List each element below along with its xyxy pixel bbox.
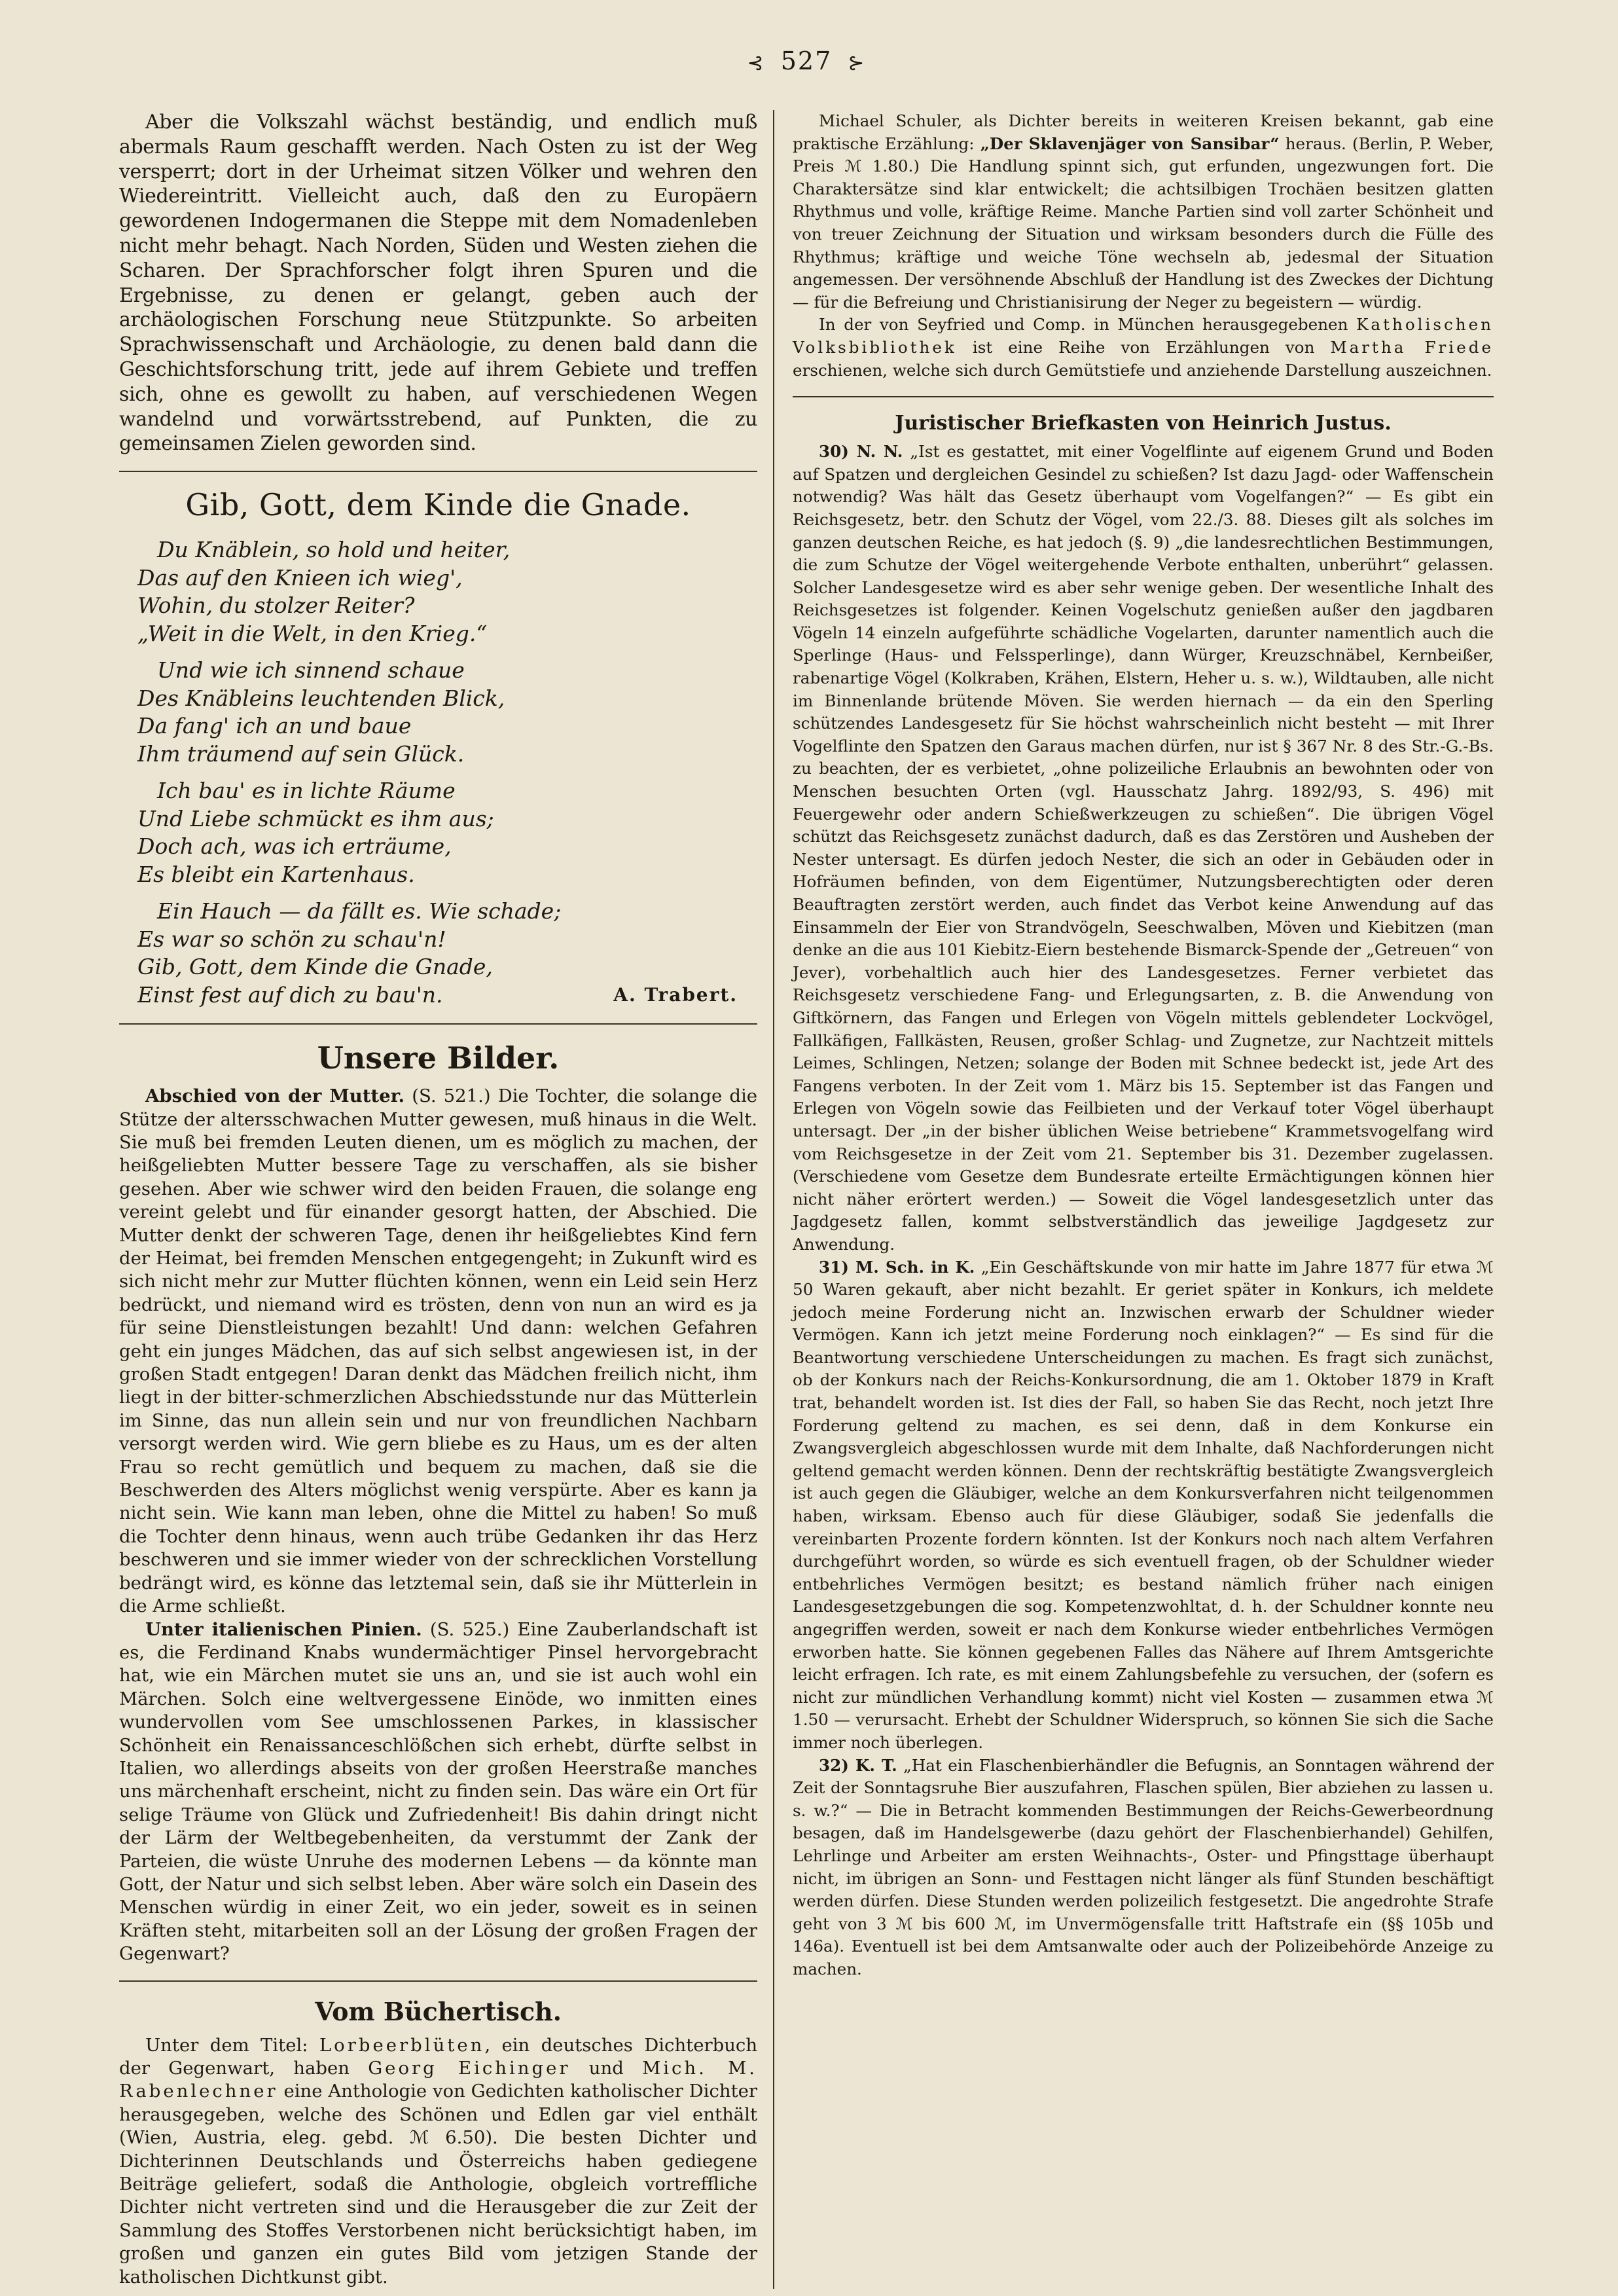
poem-line: Des Knäbleins leuchtenden Blick, — [137, 685, 505, 711]
question-32 — [793, 1755, 1494, 1981]
question-text: „Ein Geschäftskunde von mir hatte im Jahre 1877 für etwa ℳ 50 Waren gekauft, aber nicht bezahlt. Er geriet später in Konkurs, ich meldete jedoch meine Forderung nicht an. Inzwischen erwarb der Schuldner wieder Vermögen. Kann ich jetzt meine Forderung noch einklagen?“ — Es sind für die Beantwortung verschiedene Unterscheidungen zu machen. Es fragt sich zunächst, ob der Konkurs nach der Reichs-Konkursordnung, die am 1. Oktober 1879 in Kraft trat, behandelt worden ist. Ist dies der Fall, so haben Sie das Recht, noch jetzt Ihre Forderung geltend zu machen, es sei denn, daß in dem Konkurse ein Zwangsvergleich abgeschlossen wurde mit dem Inhalte, daß Nachforderungen nicht geltend gemacht werden können. Denn der rechtskräftig bestätigte Zwangsvergleich ist auch gegen die Gläubiger, welche an dem Konkursverfahren nicht teilgenommen haben, wirksam. Ebenso auch für diese Gläubiger, sodaß Sie jedenfalls die vereinbarten Prozente fordern könnten. Ist der Konkurs noch nach altem Verfahren durchgeführt worden, so würde es sich eventuell fragen, ob der Schuldner wieder entbehrliches Vermögen besitzt; es bestand nämlich früher nach einigen Landesgesetzgebungen die sog. Kompetenzwohltat, d. h. der Schuldner konnte neu angegriffen werden, soweit er nach dem Konkurse wieder entbehrliches Vermögen erworben hatte. Sie können gegebenen Falles das Nähere auf Ihrem Amtsgerichte leicht erfragen. Ich rate, es mit einem Zahlungsbefehle zu versuchen, der (sofern es nicht zur mündlichen Verhandlung kommt) nicht viel Kosten — zusammen etwa ℳ 1.50 — verursacht. Erhebt der Schuldner Widerspruch, so können Sie sich die Sache immer noch überlegen. — [793, 1257, 1494, 1752]
poem-line: Wohin, du stolzer Reiter? — [137, 592, 415, 619]
divider — [119, 1980, 757, 1982]
poem-line: Ihm träumend auf sein Glück. — [137, 740, 465, 767]
poem-line: Und wie ich sinnend schaue — [157, 657, 465, 683]
ornament-right-icon: ⊱ — [848, 52, 866, 75]
divider — [119, 1023, 757, 1025]
poem-line: Du Knäblein, so hold und heiter, — [157, 537, 511, 563]
text-run: erschienen, welche sich durch Gemütstiefe und anziehende Darstellung auszeichnen. — [793, 360, 1492, 380]
book-title: Lorbeerblüten — [319, 2034, 485, 2056]
paragraph-volksbibliothek — [793, 314, 1494, 382]
left-column — [119, 110, 773, 2289]
two-column-layout — [119, 110, 1494, 2289]
book-title: Katholischen Volksbibliothek — [793, 315, 1494, 357]
text-run: ist eine Reihe von Erzählungen von — [956, 337, 1331, 357]
poem — [119, 485, 757, 1009]
poem-stanza — [137, 777, 757, 888]
poem-line: Gib, Gott, dem Kinde die Gnade, — [137, 954, 493, 980]
divider — [793, 396, 1494, 397]
paragraph-lorbeerblueten — [119, 2034, 757, 2289]
paragraph-heading: Unter italienischen Pinien. — [145, 1618, 422, 1640]
question-heading: 30) N. N. — [819, 442, 903, 462]
poem-line: Es war so schön zu schau'n! — [137, 926, 446, 952]
question-text: „Hat ein Flaschenbierhändler die Befugnis, an Sonntagen während der Zeit der Sonntagsruhe Bier auszufahren, Flaschen spülen, Bier abziehen zu lassen u. s. w.?“ — Die in Betracht kommenden Bestimmungen der Reichs-Gewerbeordnung besagen, daß im Handelsgewerbe (dazu gehört der Flaschenbierhandel) Gehilfen, Lehrlinge und Arbeiter am ersten Weihnachts-, Oster- und Pfingsttage überhaupt nicht, im übrigen an Sonn- und Festtagen nicht länger als fünf Stunden beschäftigt werden dürfen. Diese Stunden werden polizeilich festgesetzt. Die angedrohte Strafe geht von 3 ℳ bis 600 ℳ, im Unvermögensfalle tritt Haftstrafe ein (§§ 105b und 146a). Eventuell ist bei dem Amtsanwalte oder auch der Polizeibehörde Anzeige zu machen. — [793, 1755, 1494, 1978]
page-number — [119, 41, 1494, 81]
intro-paragraph: Aber die Volkszahl wächst beständig, und endlich muß abermals Raum geschafft werden. Nach Osten zu ist der Weg versperrt; dort in der Urheimat sitzen Völker und wehren den Wiedereintritt. Vielleicht auch, daß den zu Europäern gewordenen Indogermanen die Steppe mit dem Nomadenleben nicht mehr behagt. Nach Norden, Süden und Westen ziehen die Scharen. Der Sprachforscher folgt ihren Spuren und die Ergebnisse, zu denen er gelangt, geben auch der archäologischen Forschung neue Stützpunkte. So arbeiten Sprachwissenschaft und Archäologie, zu denen bald dann die Geschichtsforschung tritt, jede auf ihrem Gebiete und treffen sich, ohne es gewollt zu haben, auf verschiedenen Wegen wandelnd und vorwärtsstrebend, auf Punkten, die zu gemeinsamen Zielen geworden sind. — [119, 111, 758, 456]
text-run: eine Anthologie von Gedichten katholischer Dichter herausgegeben, welche des Schönen und Edlen gar viel enthält (Wien, Austria, eleg. gebd. ℳ 6.50). Die besten Dichter und Dichterinnen Deutschlands und Österreichs haben gediegene Beiträge geliefert, sodaß die Anthologie, obgleich vortreffliche Dichter nicht vertreten sind und die Herausgeber die zur Zeit der Sammlung des Stoffes Verstorbenen nicht berücksichtigt haben, im großen und ganzen ein gutes Bild vom jetzigen Stande der katholischen Dichtkunst gibt. — [119, 2081, 758, 2287]
poem-author: A. Trabert. — [613, 983, 738, 1006]
text-run: Unter dem Titel: — [145, 2034, 319, 2056]
section-title: Unsere Bilder. — [317, 1040, 560, 1076]
text-run: heraus. (Berlin, P. Weber, Preis ℳ 1.80.) Die Handlung spinnt sich, gut erfunden, ungezwungen fort. Die Charaktersätze sind klar entwickelt; die achtsilbigen Trochäen besitzen glatten Rhythmus und volle, kräftige Reime. Manche Partien sind voll zarter Schönheit und von treuer Zeichnung der Situation und wirksam besonders durch die Fülle des Rhythmus; kräftige und weiche Töne wechseln ab, jedesmal der Situation angemessen. Der versöhnende Abschluß der Handlung ist des Zweckes der Dichtung — für die Befreiung und Christianisirung der Neger zu begeistern — würdig. — [793, 134, 1494, 312]
poem-stanza — [137, 657, 757, 768]
text-run: , als Dichter bereits in weiteren Kreisen bekannt, gab eine praktische Erzählung: — [793, 111, 1494, 153]
right-column — [774, 110, 1494, 2289]
poem-line: Es bleibt ein Kartenhaus. — [137, 861, 415, 887]
section-unsere-bilder — [119, 1038, 757, 1965]
question-heading: 32) K. T. — [819, 1755, 897, 1775]
paragraph-text: (S. 525.) Eine Zauberlandschaft ist es, die Ferdinand Knabs wundermächtiger Pinsel hervorgebracht hat, wie ein Märchen mutet sie uns an, und sie ist auch wohl ein Märchen. Solch eine weltvergessene Einöde, wo inmitten eines wundervollen vom See umschlossenen Parkes, in klassischer Schönheit ein Renaissanceschlößchen sich erhebt, dürfte selbst in Italien, wo allerdings abseits von der großen Heerstraße manches uns märchenhaft erscheint, nicht zu finden sein. Das wäre ein Ort für selige Träume von Glück und Zufriedenheit! Bis dahin dringt nicht der Lärm der Weltbegebenheiten, da verstummt der Zank der Parteien, die wüste Unruhe des modernen Lebens — da könnte man Gott, der Natur und sich selbst leben. Aber wäre solch ein Dasein des Menschen würdig in einer Zeit, wo ein jeder, soweit es in seinen Kräften steht, mitarbeiten soll an der Lösung der großen Fragen der Gegenwart? — [119, 1618, 758, 1965]
poem-line: Ein Hauch — da fällt es. Wie schade; — [157, 898, 562, 924]
poem-stanza — [137, 536, 757, 647]
poem-line: Einst fest auf dich zu bau'n. — [137, 981, 443, 1008]
question-31 — [793, 1256, 1494, 1755]
poem-line: Das auf den Knieen ich wieg', — [137, 564, 463, 591]
section-briefkasten — [793, 410, 1494, 1980]
section-title: Juristischer Briefkasten von Heinrich Justus. — [895, 412, 1392, 435]
paragraph-abschied — [119, 1085, 757, 1618]
question-text: „Ist es gestattet, mit einer Vogelflinte auf eigenem Grund und Boden auf Spatzen und dergleichen Gesindel zu schießen? Ist dazu Jagd- oder Waffenschein notwendig? Was hält das Gesetz überhaupt vom Vogelfangen?“ — Es gibt ein Reichsgesetz, betr. den Schutz der Vögel, vom 22./3. 88. Dieses gilt als solches im ganzen deutschen Reiche, es hat jedoch (§. 9) „die landesrechtlichen Bestimmungen, die zum Schutze der Vögel weitergehende Verbote enthalten, unberührt“ gelassen. Solcher Landesgesetze wird es aber sehr wenige geben. Der wesentliche Inhalt des Reichsgesetzes ist folgender. Keinen Vogelschutz genießen außer den jagdbaren Vögeln 14 einzeln aufgeführte schädliche Vogelarten, darunter namentlich auch die Sperlinge (Haus- und Felssperlinge), dann Würger, Kreuzschnäbel, Kernbeißer, rabenartige Vögel (Kolkraben, Krähen, Elstern, Heher u. s. w.), Wildtauben, alle nicht im Binnenlande brütende Möven. Sie werden hiernach — da ein den Sperling schützendes Landesgesetz für Sie höchst wahrscheinlich nicht besteht — mit Ihrer Vogelflinte den Spatzen den Garaus machen dürfen, nur ist § 367 Nr. 8 des Str.-G.-Bs. zu beachten, der es verbietet, „ohne polizeiliche Erlaubnis an bewohnten oder von Menschen besuchten Orten (vgl. Hausschatz Jahrg. 1892/93, S. 496) mit Feuergewehr oder andern Schießwerkzeugen zu schießen“. Die übrigen Vögel schützt das Reichsgesetz zunächst dadurch, daß es das Zerstören und Ausheben der Nester untersagt. Es dürfen jedoch Nester, die sich an oder in Gebäuden oder in Hofräumen befinden, von dem Eigentümer, Nutzungsberechtigten oder deren Beauftragten zerstört werden, auch findet das Verbot keine Anwendung auf das Einsammeln der Eier von Strandvögeln, Seeschwalben, Möven und Kiebitzen (man denke an die aus 101 Kiebitz-Eiern bestehende Bismarck-Spende der „Getreuen“ von Jever), vorbehaltlich auch hier des Landesgesetzes. Ferner verbietet das Reichsgesetz verschiedene Fang- und Erlegungsarten, z. B. die Anwendung von Giftkörnern, das Fangen und Erlegen von Vögeln mittels geblendeter Lockvögel, Fallkäfigen, Fallkästen, Reusen, großer Schlag- und Zugnetze, zur Nachtzeit mittels Leimes, Schlingen, Netzen; solange der Boden mit Schnee bedeckt ist, jede Art des Fangens verboten. In der Zeit vom 1. März bis 15. September ist das Fangen und Erlegen von Vögeln sowie das Feilbieten und der Verkauf toter Vögel überhaupt untersagt. Der „in der bisher üblichen Weise betriebene“ Krammetsvogelfang wird vom Reichsgesetze in der Zeit vom 21. September bis 31. Dezember zugelassen. (Verschiedene vom Gesetze dem Bundesrate erteilte Ermächtigungen können hier nicht näher erörtert werden.) — Soweit die Vögel landesgesetzlich unter das Jagdgesetz fallen, kommt selbstverständlich das jeweilige Jagdgesetz zur Anwendung. — [793, 442, 1494, 1254]
poem-line: Doch ach, was ich erträume, — [137, 833, 452, 860]
poem-line: „Weit in die Welt, in den Krieg.“ — [137, 620, 488, 646]
author-name: Martha Friede — [1330, 337, 1494, 357]
ornament-left-icon: ⊰ — [747, 52, 765, 75]
divider — [119, 471, 757, 472]
author-name: Michael Schuler — [819, 111, 958, 130]
text-run: In der von Seyfried und Comp. in München herausgegebenen — [819, 315, 1357, 335]
text-run: und — [570, 2058, 643, 2079]
question-heading: 31) M. Sch. in K. — [819, 1257, 975, 1277]
question-30 — [793, 441, 1494, 1256]
text-run: , ein deutsches Dichterbuch der Gegenwart, haben — [119, 2034, 758, 2079]
poem-line: Und Liebe schmückt es ihm aus; — [137, 805, 494, 831]
section-buechertisch — [119, 1995, 757, 2289]
page-number-value: 527 — [780, 46, 833, 75]
book-title: „Der Sklavenjäger von Sansibar“ — [980, 134, 1280, 153]
paragraph-text: (S. 521.) Die Tochter, die solange die Stütze der altersschwachen Mutter gewesen, muß hinaus in die Welt. Sie muß bei fremden Leuten dienen, um es möglich zu machen, der heißgeliebten Mutter bessere Tage zu verschaffen, als sie bisher gesehen. Aber wie schwer wird den beiden Frauen, die solange eng vereint gelebt und für einander gesorgt hatten, der Abschied. Die Mutter denkt der schweren Tage, denen ihr heißgeliebtes Kind fern der Heimat, bei fremden Menschen entgegengeht; in Zukunft wird es sich nicht mehr zur Mutter flüchten können, wenn ein Leid sein Herz bedrückt, und niemand wird es trösten, denn von nun an wird es ja für seine Dienstleistungen bezahlt! Und dann: welchen Gefahren geht ein junges Mädchen, das auf sich selbst angewiesen ist, in der großen Stadt entgegen! Daran denkt das Mädchen freilich nicht, ihm liegt in der bitter-schmerzlichen Abschiedsstunde nur das Mütterlein im Sinne, das nun allein sein und nur von freundlichen Nachbarn versorgt werden wird. Wie gern bliebe es zu Haus, um es der alten Frau so recht gemütlich und bequem zu machen, daß sie die Beschwerden des Alters möglichst wenig verspürte. Aber es kann ja nicht sein. Wie kann man leben, ohne die Mittel zu haben! So muß die Tochter denn hinaus, wenn auch trübe Gedanken ihr das Herz beschweren und sie immer wieder von der schrecklichen Vorstellung bedrängt wird, es könne das letztemal sein, daß sie ihr Mütterlein in die Arme schließt. — [119, 1085, 758, 1617]
paragraph-heading: Abschied von der Mutter. — [145, 1085, 405, 1107]
poem-stanza — [137, 898, 757, 1009]
poem-title: Gib, Gott, dem Kinde die Gnade. — [185, 487, 691, 523]
poem-line: Da fang' ich an und baue — [137, 713, 412, 739]
poem-body — [119, 536, 757, 1009]
section-title: Vom Büchertisch. — [315, 1996, 562, 2026]
editor-name: Georg Eichinger — [368, 2058, 571, 2079]
paragraph-sklavenjaeger — [793, 110, 1494, 314]
poem-line: Ich bau' es in lichte Räume — [157, 778, 456, 804]
paragraph-pinien — [119, 1618, 757, 1966]
editor-name: Mich. M. Rabenlechner — [119, 2058, 758, 2102]
poem-last-line-row — [137, 981, 757, 1010]
